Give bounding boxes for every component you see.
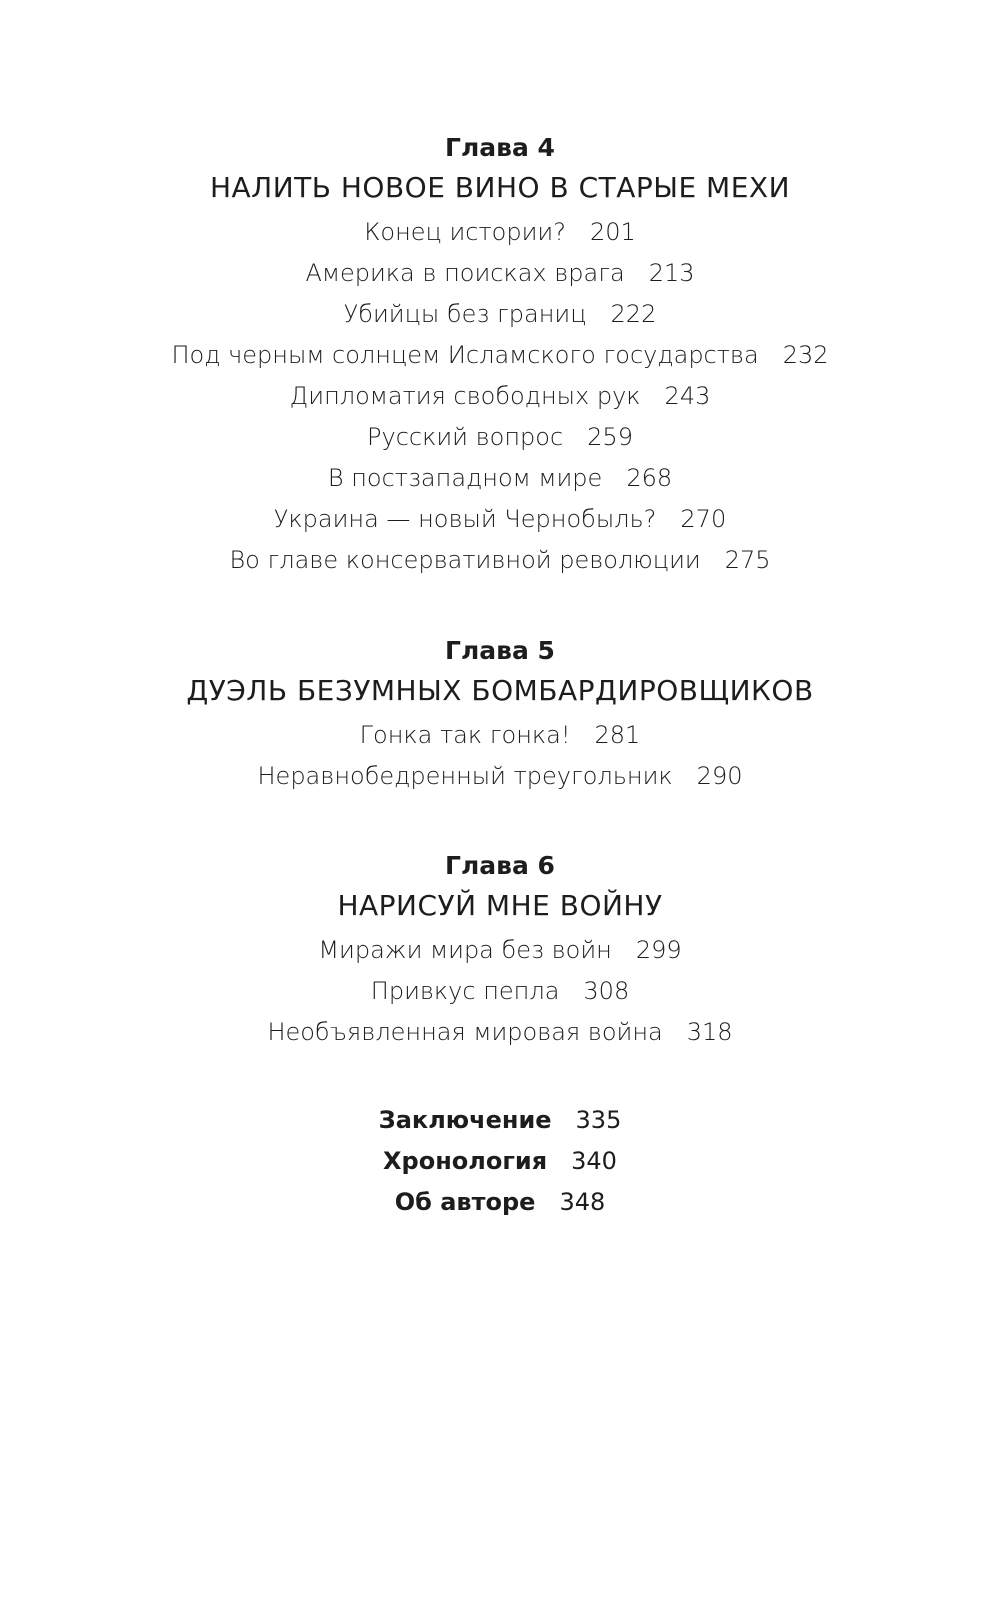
toc-extra-page: 335 — [575, 1106, 622, 1134]
toc-entry-title: Привкус пепла — [370, 977, 560, 1005]
toc-entry-title: Украина — новый Чернобыль? — [273, 505, 657, 533]
toc-entry-page: 318 — [686, 1018, 733, 1046]
toc-entry-page: 290 — [696, 762, 743, 790]
toc-entry-title: В постзападном мире — [327, 464, 603, 492]
toc-entry-page: 201 — [589, 218, 636, 246]
toc-entry-page: 281 — [594, 721, 641, 749]
toc-entry[interactable] — [0, 376, 1000, 417]
toc-extra-entry[interactable] — [0, 1141, 1000, 1182]
toc-entry-title: Во главе консервативной революции — [229, 546, 701, 574]
toc-extra-page: 340 — [571, 1147, 617, 1175]
toc-entry-title: Миражи мира без войн — [318, 936, 612, 964]
toc-entry[interactable] — [0, 417, 1000, 458]
toc-entry-page: 275 — [724, 546, 771, 574]
toc-extra-title: Об авторе — [394, 1188, 536, 1216]
toc-entry-title: Под черным солнцем Исламского государства — [171, 341, 759, 369]
chapter-6 — [0, 848, 1000, 1053]
toc-entry-page: 299 — [635, 936, 682, 964]
toc-entry[interactable] — [0, 294, 1000, 335]
toc-entry[interactable] — [0, 499, 1000, 540]
toc-entry[interactable] — [0, 756, 1000, 797]
chapter-label: Глава 5 — [445, 636, 555, 665]
toc-entry[interactable] — [0, 715, 1000, 756]
chapter-title: НАРИСУЙ МНЕ ВОЙНУ — [337, 889, 663, 922]
toc-entry-page: 213 — [648, 259, 695, 287]
toc-extra-entry[interactable] — [0, 1100, 1000, 1141]
chapter-label: Глава 4 — [445, 133, 555, 162]
toc-entry-title: Дипломатия свободных рук — [289, 382, 641, 410]
toc-entry-title: Русский вопрос — [367, 423, 564, 451]
toc-entry[interactable] — [0, 930, 1000, 971]
toc-entry-title: Америка в поисках врага — [305, 259, 625, 287]
toc-extra-title: Заключение — [378, 1106, 552, 1134]
chapter-5 — [0, 633, 1000, 797]
chapter-4 — [0, 130, 1000, 581]
toc-extra-entry[interactable] — [0, 1182, 1000, 1223]
chapter-label: Глава 6 — [445, 851, 555, 880]
toc-entry-title: Неравнобедренный треугольник — [257, 762, 673, 790]
toc-entry-page: 232 — [782, 341, 829, 369]
toc-entry[interactable] — [0, 253, 1000, 294]
toc-extra-title: Хронология — [383, 1147, 548, 1175]
chapter-title: ДУЭЛЬ БЕЗУМНЫХ БОМБАРДИРОВЩИКОВ — [186, 674, 814, 707]
toc-entry-page: 259 — [587, 423, 633, 451]
toc-entry-title: Убийцы без границ — [343, 300, 587, 328]
toc-entry-page: 308 — [583, 977, 630, 1005]
toc-entry-title: Конец истории? — [364, 218, 566, 246]
toc-extra-page: 348 — [559, 1188, 606, 1216]
toc-entry-page: 222 — [610, 300, 657, 328]
toc-entry[interactable] — [0, 212, 1000, 253]
toc-entry-page: 243 — [664, 382, 711, 410]
chapter-title: НАЛИТЬ НОВОЕ ВИНО В СТАРЫЕ МЕХИ — [209, 171, 791, 204]
toc-entry[interactable] — [0, 1012, 1000, 1053]
toc-entry-title: Необъявленная мировая война — [267, 1018, 663, 1046]
toc-entry-title: Гонка так гонка! — [359, 721, 571, 749]
toc-entry-page: 268 — [626, 464, 673, 492]
back-matter — [0, 1100, 1000, 1223]
toc-entry[interactable] — [0, 540, 1000, 581]
toc-entry[interactable] — [0, 335, 1000, 376]
toc-entry[interactable] — [0, 971, 1000, 1012]
toc-entry-page: 270 — [680, 505, 727, 533]
toc-entry[interactable] — [0, 458, 1000, 499]
